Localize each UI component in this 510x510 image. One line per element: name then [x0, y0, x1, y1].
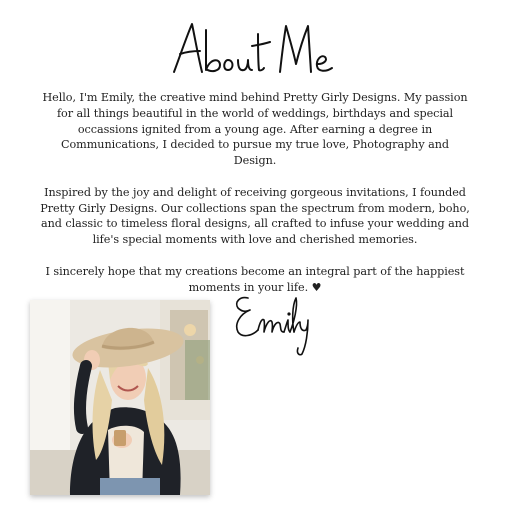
bio-paragraph-1: Hello, I'm Emily, the creative mind behind Pretty Girly Designs. My passion for all things beautiful in the world of weddings, birthdays and special occassions ignited from a young age. After earning a degree in Communications, I decided to pursue my true love, Photography and Design. — [42, 91, 468, 168]
heart-icon: ♥ — [311, 280, 322, 294]
signature-emily — [230, 290, 316, 360]
bio-paragraph-3-text: I sincerely hope that my creations become an integral part of the happiest moments in your life. — [45, 264, 465, 294]
bio-paragraph-2: Inspired by the joy and delight of receiving gorgeous invitations, I founded Pretty Girly Designs. Our collections span the spectrum from modern, boho, and classic to timeless floral designs, all crafted to infuse your wedding and life's special moments with love and cherished memories. — [40, 185, 470, 247]
portrait-photo — [30, 300, 210, 495]
about-me-heading — [168, 18, 344, 80]
bio-text — [40, 90, 470, 295]
